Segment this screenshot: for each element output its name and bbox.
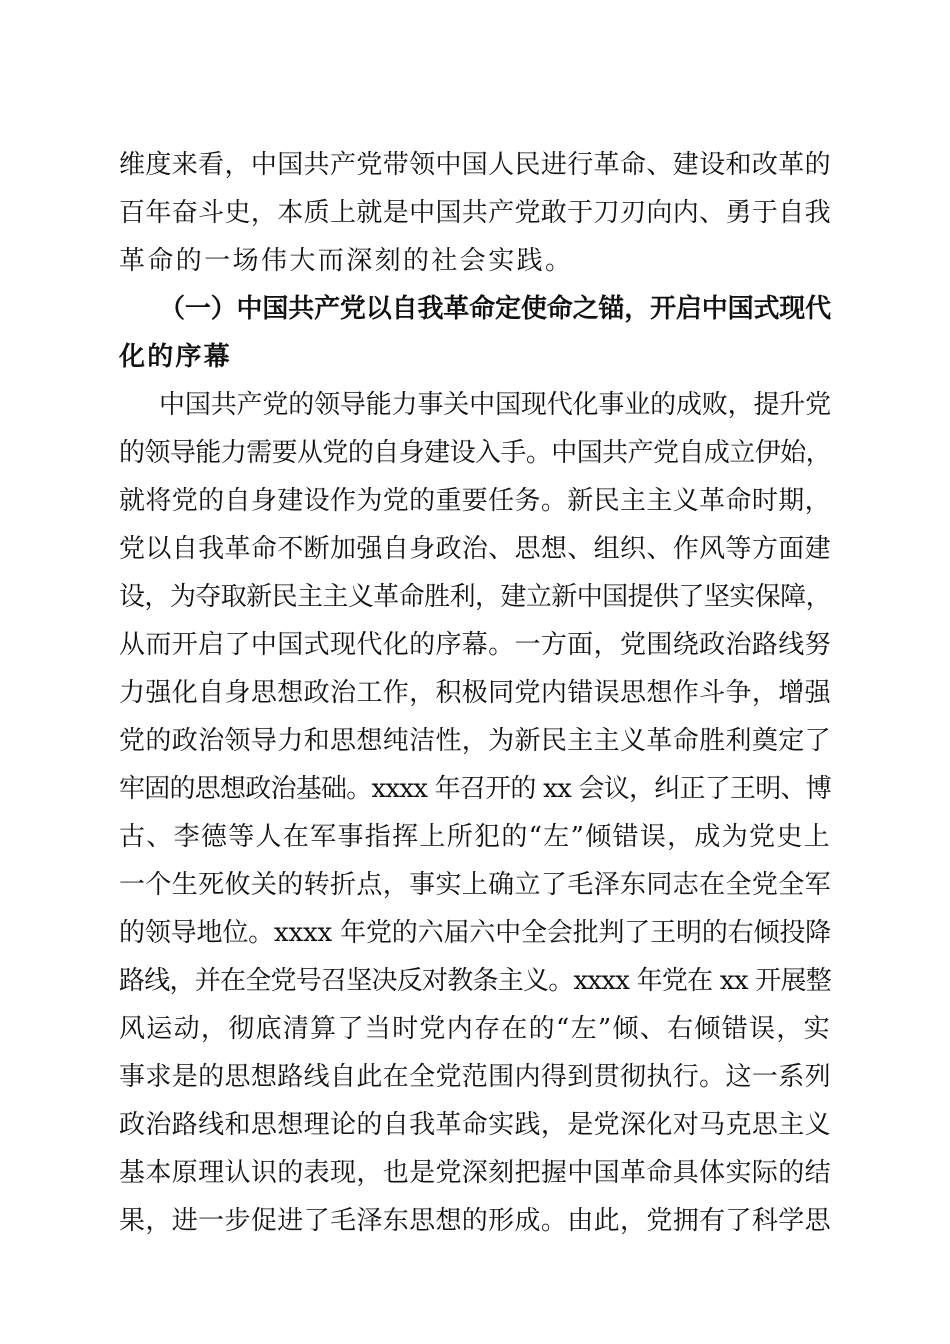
text-line: 政治路线和思想理论的自我革命实践，是党深化对马克思主义	[119, 1110, 831, 1140]
text-line: 牢固的思想政治基础。xxxx 年召开的 xx 会议，纠正了王明、博	[119, 774, 831, 804]
text-line: 革命的一场伟大而深刻的社会实践。	[119, 246, 574, 276]
document-body	[119, 141, 831, 1245]
text-line: 一个生死攸关的转折点，事实上确立了毛泽东同志在全党全军	[119, 870, 831, 900]
text-line: 从而开启了中国式现代化的序幕。一方面，党围绕政治路线努	[119, 630, 831, 660]
text-line: 事求是的思想路线自此在全党范围内得到贯彻执行。这一系列	[119, 1062, 831, 1092]
text-line: 基本原理认识的表现，也是党深刻把握中国革命具体实际的结	[119, 1158, 831, 1188]
text-line: 的领导能力需要从党的自身建设入手。中国共产党自成立伊始，	[119, 438, 831, 468]
text-line: 的领导地位。xxxx 年党的六届六中全会批判了王明的右倾投降	[119, 918, 831, 948]
text-line: 中国共产党的领导能力事关中国现代化事业的成败，提升党	[159, 390, 831, 420]
text-line: 力强化自身思想政治工作，积极同党内错误思想作斗争，增强	[119, 678, 831, 708]
continued-paragraph	[119, 141, 831, 285]
text-line: 维度来看，中国共产党带领中国人民进行革命、建设和改革的	[119, 150, 831, 180]
text-line: 就将党的自身建设作为党的重要任务。新民主主义革命时期，	[119, 486, 831, 516]
text-line: 设，为夺取新民主主义革命胜利，建立新中国提供了坚实保障，	[119, 582, 831, 612]
text-line: 百年奋斗史，本质上就是中国共产党敢于刀刃向内、勇于自我	[119, 198, 831, 228]
text-line: 党以自我革命不断加强自身政治、思想、组织、作风等方面建	[119, 534, 831, 564]
body-paragraph	[119, 381, 831, 1245]
text-line: 风运动，彻底清算了当时党内存在的“左”倾、右倾错误，实	[119, 1014, 831, 1044]
heading-line: （一）中国共产党以自我革命定使命之锚，开启中国式现代	[159, 294, 831, 324]
text-line: 果，进一步促进了毛泽东思想的形成。由此，党拥有了科学思	[119, 1206, 831, 1236]
text-line: 党的政治领导力和思想纯洁性，为新民主主义革命胜利奠定了	[119, 726, 831, 756]
section-heading	[119, 285, 831, 381]
text-line: 古、李德等人在军事指挥上所犯的“左”倾错误，成为党史上	[119, 822, 831, 852]
heading-line: 化的序幕	[119, 342, 232, 372]
text-line: 路线，并在全党号召坚决反对教条主义。xxxx 年党在 xx 开展整	[119, 966, 831, 996]
